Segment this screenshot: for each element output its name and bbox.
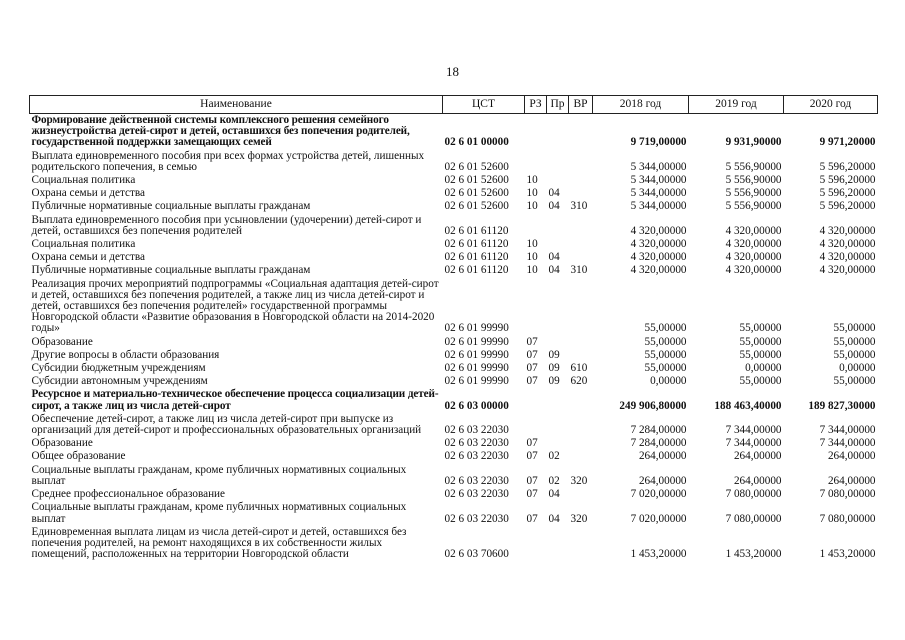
cell-pr: 04 — [548, 251, 560, 264]
header-vr: ВР — [569, 96, 593, 114]
table-row — [30, 526, 878, 562]
page-number: 18 — [446, 64, 459, 79]
cell-pr — [547, 437, 569, 450]
cell-y2020: 1 453,20000 — [819, 548, 876, 561]
cell-name: Публичные нормативные социальные выплаты гражданам — [31, 264, 311, 277]
cell-pr — [547, 214, 569, 238]
cell-cst: 02 6 01 99990 — [444, 362, 509, 375]
cell-rz — [525, 214, 547, 238]
cell-cst: 02 6 01 99990 — [444, 335, 509, 348]
cell-vr: 320 — [570, 474, 588, 487]
cell-y2019: 264,00000 — [733, 450, 782, 463]
cell-y2019: 0,00000 — [745, 362, 782, 375]
table-row — [30, 174, 878, 187]
cell-pr — [547, 114, 569, 150]
cell-y2018: 7 284,00000 — [630, 424, 687, 437]
cell-cst: 02 6 01 61120 — [444, 238, 509, 251]
cell-name: Формирование действенной системы комплексного решения семейного жизнеустройства детей-сирот и детей, оставшихся без попечения родителей, государственной поддержки замещающих семей — [31, 114, 410, 149]
cell-y2020: 5 596,20000 — [819, 187, 876, 200]
cell-name: Публичные нормативные социальные выплаты гражданам — [31, 200, 311, 213]
table-row — [30, 214, 878, 238]
cell-vr — [569, 174, 593, 187]
cell-rz: 10 — [526, 200, 538, 213]
cell-pr — [547, 388, 569, 412]
cell-name: Социальные выплаты гражданам, кроме публичных нормативных социальных выплат — [31, 463, 407, 487]
cell-y2020: 9 971,20000 — [819, 136, 876, 149]
cell-name: Выплата единовременного пособия при усыновлении (удочерении) детей-сирот и детей, оставшихся без попечения родителей — [31, 213, 422, 237]
cell-vr — [569, 214, 593, 238]
cell-y2019: 5 556,90000 — [725, 187, 782, 200]
cell-y2018: 55,00000 — [644, 322, 687, 335]
cell-y2018: 9 719,00000 — [630, 136, 687, 149]
cell-y2020: 7 344,00000 — [819, 424, 876, 437]
cell-rz: 07 — [526, 437, 538, 450]
header-pr: Пр — [547, 96, 569, 114]
cell-name: Среднее профессиональное образование — [31, 488, 226, 501]
cell-y2018: 55,00000 — [644, 348, 687, 361]
cell-pr — [547, 150, 569, 174]
cell-name: Обеспечение детей-сирот, а также лиц из числа детей-сирот при выпуске из организаций для детей-сирот и профессиональных образовательных организаций — [31, 412, 422, 437]
table-row — [30, 375, 878, 388]
cell-name: Социальные выплаты гражданам, кроме публичных нормативных социальных выплат — [31, 501, 407, 525]
table-row — [30, 187, 878, 200]
table-row — [30, 278, 878, 336]
cell-y2020: 5 596,20000 — [819, 174, 876, 187]
cell-name: Образование — [31, 335, 93, 348]
cell-pr: 04 — [548, 512, 560, 525]
header-2018: 2018 год — [593, 96, 689, 114]
table-row — [30, 349, 878, 362]
table-row — [30, 501, 878, 525]
cell-y2020: 4 320,00000 — [819, 264, 876, 277]
table-row — [30, 388, 878, 412]
cell-y2018: 5 344,00000 — [630, 187, 687, 200]
cell-pr — [547, 278, 569, 336]
cell-y2018: 1 453,20000 — [630, 548, 687, 561]
cell-y2018: 7 284,00000 — [630, 437, 687, 450]
cell-y2019: 7 080,00000 — [725, 512, 782, 525]
cell-name: Реализация прочих мероприятий подпрограммы «Социальная адаптация детей-сирот и детей, оставшихся без попечения родителей, а также лиц из числа детей-сирот и детей, оставшихся без попечения родителей» государственной программы Новгородской области «Развитие образования в Новгородской области на 2014-2020 годы» — [31, 277, 439, 335]
cell-rz: 07 — [526, 362, 538, 375]
cell-cst: 02 6 01 52600 — [444, 174, 509, 187]
cell-vr: 620 — [570, 375, 588, 388]
cell-vr — [569, 437, 593, 450]
table-body — [30, 114, 878, 562]
table-row — [30, 264, 878, 277]
cell-cst: 02 6 03 22030 — [444, 474, 509, 487]
cell-vr — [569, 336, 593, 349]
cell-rz: 07 — [526, 488, 538, 501]
cell-y2019: 5 556,90000 — [725, 200, 782, 213]
cell-pr — [547, 174, 569, 187]
cell-cst: 02 6 01 61120 — [444, 251, 509, 264]
cell-y2019: 4 320,00000 — [725, 238, 782, 251]
cell-y2020: 7 080,00000 — [819, 488, 876, 501]
cell-y2019: 5 556,90000 — [725, 160, 782, 173]
cell-y2018: 7 020,00000 — [630, 512, 687, 525]
cell-y2018: 4 320,00000 — [630, 224, 687, 237]
cell-vr — [569, 450, 593, 463]
cell-name: Социальная политика — [31, 238, 136, 251]
cell-vr — [569, 278, 593, 336]
cell-y2019: 9 931,90000 — [725, 136, 782, 149]
cell-cst: 02 6 01 61120 — [444, 224, 509, 237]
table-row — [30, 238, 878, 251]
table-row — [30, 450, 878, 463]
cell-y2018: 5 344,00000 — [630, 200, 687, 213]
cell-y2020: 5 596,20000 — [819, 160, 876, 173]
cell-cst: 02 6 01 52600 — [444, 187, 509, 200]
cell-y2020: 55,00000 — [833, 348, 876, 361]
cell-cst: 02 6 03 22030 — [444, 437, 509, 450]
cell-name: Социальная политика — [31, 174, 136, 187]
cell-vr: 310 — [570, 200, 588, 213]
cell-y2020: 264,00000 — [827, 450, 876, 463]
cell-pr — [547, 336, 569, 349]
cell-y2019: 4 320,00000 — [725, 264, 782, 277]
table-row — [30, 200, 878, 213]
cell-y2020: 55,00000 — [833, 375, 876, 388]
cell-pr: 04 — [548, 488, 560, 501]
cell-y2018: 5 344,00000 — [630, 160, 687, 173]
cell-name: Образование — [31, 437, 93, 450]
cell-y2018: 0,00000 — [650, 375, 687, 388]
cell-rz: 10 — [526, 174, 538, 187]
cell-cst: 02 6 01 52600 — [444, 200, 509, 213]
cell-pr: 04 — [548, 200, 560, 213]
table-row — [30, 150, 878, 174]
cell-cst: 02 6 03 22030 — [444, 512, 509, 525]
cell-vr: 610 — [570, 362, 588, 375]
cell-y2019: 55,00000 — [739, 375, 782, 388]
cell-pr — [547, 238, 569, 251]
cell-y2018: 55,00000 — [644, 362, 687, 375]
cell-pr: 09 — [548, 362, 560, 375]
cell-name: Охрана семьи и детства — [31, 187, 145, 200]
cell-cst: 02 6 03 70600 — [444, 548, 509, 561]
cell-rz — [525, 388, 547, 412]
header-2020: 2020 год — [784, 96, 878, 114]
table-row — [30, 362, 878, 375]
cell-vr — [569, 238, 593, 251]
cell-y2020: 4 320,00000 — [819, 224, 876, 237]
header-name: Наименование — [30, 96, 443, 114]
header-rz: РЗ — [525, 96, 547, 114]
cell-y2019: 1 453,20000 — [725, 548, 782, 561]
cell-rz: 07 — [526, 450, 538, 463]
cell-rz — [525, 526, 547, 562]
cell-rz: 07 — [526, 375, 538, 388]
cell-pr — [547, 413, 569, 437]
cell-y2020: 55,00000 — [833, 322, 876, 335]
table-row — [30, 437, 878, 450]
cell-y2018: 5 344,00000 — [630, 174, 687, 187]
cell-y2018: 4 320,00000 — [630, 238, 687, 251]
cell-y2019: 55,00000 — [739, 348, 782, 361]
cell-rz: 07 — [526, 512, 538, 525]
budget-table — [29, 95, 878, 561]
cell-name: Субсидии бюджетным учреждениям — [31, 362, 206, 375]
cell-name: Ресурсное и материально-техническое обеспечение процесса социализации детей-сирот, а также лиц из числа детей-сирот — [31, 388, 439, 412]
cell-y2019: 7 344,00000 — [725, 424, 782, 437]
cell-pr: 09 — [548, 348, 560, 361]
cell-y2020: 7 344,00000 — [819, 437, 876, 450]
cell-pr: 02 — [548, 450, 560, 463]
cell-cst: 02 6 01 99990 — [444, 322, 509, 335]
cell-y2019: 4 320,00000 — [725, 224, 782, 237]
cell-y2019: 55,00000 — [739, 322, 782, 335]
cell-y2020: 7 080,00000 — [819, 512, 876, 525]
cell-vr — [569, 251, 593, 264]
cell-name: Охрана семьи и детства — [31, 251, 145, 264]
table-row — [30, 336, 878, 349]
cell-y2018: 55,00000 — [644, 335, 687, 348]
cell-name: Выплата единовременного пособия при всех формах устройства детей, лишенных родительского попечения, в семью — [31, 149, 425, 173]
cell-cst: 02 6 01 99990 — [444, 348, 509, 361]
cell-rz — [525, 413, 547, 437]
cell-vr: 320 — [570, 512, 588, 525]
cell-y2018: 249 906,80000 — [619, 399, 687, 412]
table-row — [30, 488, 878, 501]
header-cst: ЦСТ — [443, 96, 525, 114]
cell-vr — [569, 413, 593, 437]
cell-pr: 04 — [548, 264, 560, 277]
cell-vr — [569, 349, 593, 362]
cell-name: Другие вопросы в области образования — [31, 348, 220, 361]
cell-rz: 07 — [526, 335, 538, 348]
cell-vr — [569, 388, 593, 412]
cell-rz: 07 — [526, 348, 538, 361]
cell-y2018: 264,00000 — [638, 474, 687, 487]
cell-pr: 02 — [548, 474, 560, 487]
cell-rz: 10 — [526, 187, 538, 200]
table-row — [30, 114, 878, 150]
cell-vr — [569, 150, 593, 174]
cell-vr: 310 — [570, 264, 588, 277]
table-header-row — [30, 96, 878, 114]
cell-y2018: 7 020,00000 — [630, 488, 687, 501]
cell-vr — [569, 187, 593, 200]
cell-y2020: 5 596,20000 — [819, 200, 876, 213]
cell-rz: 10 — [526, 251, 538, 264]
cell-cst: 02 6 01 52600 — [444, 160, 509, 173]
header-2019: 2019 год — [689, 96, 784, 114]
cell-y2019: 5 556,90000 — [725, 174, 782, 187]
cell-rz: 10 — [526, 264, 538, 277]
cell-vr — [569, 488, 593, 501]
cell-y2019: 7 080,00000 — [725, 488, 782, 501]
cell-vr — [569, 526, 593, 562]
cell-y2020: 4 320,00000 — [819, 238, 876, 251]
cell-y2018: 4 320,00000 — [630, 264, 687, 277]
cell-y2020: 4 320,00000 — [819, 251, 876, 264]
cell-rz: 07 — [526, 474, 538, 487]
cell-name: Общее образование — [31, 450, 126, 463]
cell-y2020: 0,00000 — [839, 362, 876, 375]
cell-rz: 10 — [526, 238, 538, 251]
cell-y2018: 264,00000 — [638, 450, 687, 463]
table-row — [30, 413, 878, 437]
cell-cst: 02 6 03 00000 — [444, 399, 509, 412]
cell-name: Единовременная выплата лицам из числа детей-сирот и детей, оставшихся без попечения родителей, на ремонт находящихся в их собственности жилых помещений, расположенных на территории Новгородской области — [31, 525, 407, 561]
cell-rz — [525, 150, 547, 174]
cell-rz — [525, 114, 547, 150]
cell-cst: 02 6 01 00000 — [444, 136, 509, 149]
cell-y2020: 264,00000 — [827, 474, 876, 487]
cell-pr — [547, 526, 569, 562]
cell-vr — [569, 114, 593, 150]
cell-cst: 02 6 03 22030 — [444, 450, 509, 463]
cell-cst: 02 6 03 22030 — [444, 424, 509, 437]
cell-y2018: 4 320,00000 — [630, 251, 687, 264]
cell-cst: 02 6 01 99990 — [444, 375, 509, 388]
cell-y2019: 7 344,00000 — [725, 437, 782, 450]
cell-pr: 09 — [548, 375, 560, 388]
cell-pr: 04 — [548, 187, 560, 200]
cell-y2020: 189 827,30000 — [808, 399, 876, 412]
cell-name: Субсидии автономным учреждениям — [31, 375, 208, 388]
cell-y2019: 264,00000 — [733, 474, 782, 487]
cell-y2019: 188 463,40000 — [714, 399, 782, 412]
cell-cst: 02 6 03 22030 — [444, 488, 509, 501]
cell-y2020: 55,00000 — [833, 335, 876, 348]
table-row — [30, 464, 878, 488]
cell-cst: 02 6 01 61120 — [444, 264, 509, 277]
cell-y2019: 4 320,00000 — [725, 251, 782, 264]
table-row — [30, 251, 878, 264]
cell-y2019: 55,00000 — [739, 335, 782, 348]
cell-rz — [525, 278, 547, 336]
